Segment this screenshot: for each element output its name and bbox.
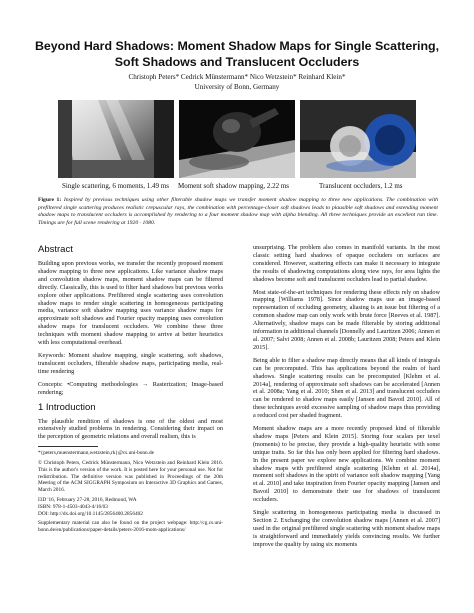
- paper-title: [0, 38, 474, 70]
- footnote-supplementary: Supplementary material can also be found on the project webpage: http://cg.cs.uni-bonn.de/en/publications/paper-details/peters-2016-mom-applications/: [38, 520, 223, 534]
- introduction-heading: 1 Introduction: [38, 401, 96, 413]
- teaser-caption-1: Single scattering, 6 moments, 1.49 ms: [62, 182, 169, 190]
- title-line-2: Soft Shadows and Translucent Occluders: [114, 55, 360, 69]
- figure-1-caption: [38, 197, 438, 227]
- teaser-caption-2: Moment soft shadow mapping, 2.22 ms: [178, 182, 290, 190]
- teaser-caption-3: Translucent occluders, 1.2 ms: [319, 182, 403, 190]
- teaser-image-single-scattering: [58, 100, 174, 178]
- footnote-venue: I3D '16, February 27-28, 2016, Redmond, WA: [38, 497, 137, 503]
- footnote-email: *{peters,muenstermann,wetzstein,rk}@cs.uni-bonn.de: [38, 450, 155, 457]
- abstract-heading: Abstract: [38, 244, 73, 255]
- teaser-image-translucent-occluders: [300, 100, 416, 178]
- right-paragraph-4: Moment shadow maps are a more recently proposed kind of filterable shadow maps [Peters and Klein 2015]. Storing four scalars per texel (moments) to be precise, they provide a high-quality heuristic with some unique traits. So far this has only been applied for filtering hard shadows. In the present paper we explore new applications. We combine moment shadow maps with prefiltered single scattering [Klehm et al. 2014a], moment soft shadows in the spirit of variance soft shadow mapping [Yang et al. 2010] and take inspiration from Fourier opacity mapping [Jansen and Bavoil 2010] to demonstrate their use for shadows of translucent occluders.: [253, 425, 440, 504]
- left-column: [38, 244, 223, 537]
- title-line-1: Beyond Hard Shadows: Moment Shadow Maps for Single Scattering,: [34, 39, 440, 53]
- teaser-figure: [58, 100, 416, 178]
- right-paragraph-3: Being able to filter a shadow map directly means that all kinds of integrals can be precomputed. This has applications beyond the realm of hard shadows. Single scattering results can be precomputed [Klehm et al. 2014a], rendering of approximate soft shadows can be accelerated [Annen et al. 2008a; Yang et al. 2010; Shen et al. 2013] and translucent occluders can be rendered to shadow maps easily [Jansen and Bavoil 2010]. All of these techniques avoid excessive sampling of shadow maps thus providing a reduced cost per shaded fragment.: [253, 356, 440, 420]
- keywords: Keywords: Moment shadow mapping, single scattering, soft shadows, translucent occluders, filterable shadow maps, participating media, real-time rendering: [38, 351, 223, 375]
- figure-1-text: Inspired by previous techniques using other filterable shadow maps we transfer moment shadow mapping to three new applications. The combination with prefiltered single scattering produces realistic crepuscular rays, the combination with percentage-closer soft shadows leads to plausible soft shadows and extending moment shadow maps to translucent occluders is accomplished by rendering to a four moment shadow map with alpha blending. All three techniques provide an excellent run time. Timings are for full scene rendering at 1920 · 1080.: [38, 197, 439, 226]
- footnote-doi: DOI: http://dx.doi.org/10.1145/2856400.2856402: [38, 510, 143, 517]
- abstract-text: Building upon previous works, we transfer the recently proposed moment shadow mapping to three new applications. Like variance shadow maps and convolution shadow maps, moment shadow maps can be filtered directly. Classically, this is used to filter hard shadows but previous works explore other applications. Prefiltered single scattering uses convolution shadow maps to render single scattering in homogeneous participating media, variance soft shadow mapping uses variance shadow maps for approximate soft shadows and Fourier opacity mapping uses convolution shadow maps for translucent occluders. We combine these three techniques with moment shadow mapping to arrive at better heuristics with less computational overhead.: [38, 260, 223, 347]
- footnote-copyright: © Christoph Peters, Cedrick Münstermann, Nico Wetzstein and Reinhard Klein 2016. This is the author's version of the work. It is posted here for your personal use. Not for redistribution. The definitive version was published in Proceedings of the 20th Meeting of the ACM SIGGRAPH Symposium on Interactive 3D Graphics and Games, March 2016.: [38, 460, 223, 494]
- introduction-text: The plausible rendition of shadows is one of the oldest and most extensively studied problems in rendering. Considering their impact on the perception of geometric relations and overall realism, this is: [38, 417, 223, 441]
- affiliation: University of Bonn, Germany: [194, 83, 280, 91]
- author-list: Christoph Peters* Cedrick Münstermann* Nico Wetzstein* Reinhard Klein*: [128, 73, 346, 81]
- right-paragraph-2: Most state-of-the-art techniques for rendering these effects rely on shadow mapping [Williams 1978]. Since shadow maps use an image-based representation of occluding geometry, aliasing is an issue but filtering of a common shadow map can only work with brute force [Reeves et al. 1987]. Alternatively, shadow maps can be made filterable by storing additional information in additional channels [Donnelly and Lauritzen 2006; Annen et al. 2007; Salvi 2008; Annen et al. 2008b; Lauritzen 2008; Peters and Klein 2015].: [253, 288, 440, 351]
- figure-1-label: Figure 1:: [38, 197, 62, 203]
- footnote-rule: [38, 446, 98, 447]
- right-column: [253, 244, 440, 554]
- right-paragraph-1: unsurprising. The problem also comes in manifold variants. In the most classic setting hard shadows of opaque occluders on surfaces are considered. However, scattering effects can make it necessary to integrate the results of shadowing computations along view rays, for area lights the shadows become soft and translucent occluders lead to partial shadow.: [253, 244, 440, 283]
- right-paragraph-5: Single scattering in homogeneous participating media is discussed in Section 2. Exchanging the convolution shadow maps [Annen et al. 2007] used in the original prefiltered single scattering with moment shadow maps is straightforward and immediately yields convincing results. We further improve the quality by using six moments: [253, 509, 440, 548]
- teaser-image-soft-shadows: [179, 100, 295, 178]
- footnote-isbn: ISBN: 978-1-4503-4043-4/16/03: [38, 503, 108, 510]
- ccs-concepts: Concepts: •Computing methodologies → Rasterization; Image-based rendering;: [38, 380, 223, 396]
